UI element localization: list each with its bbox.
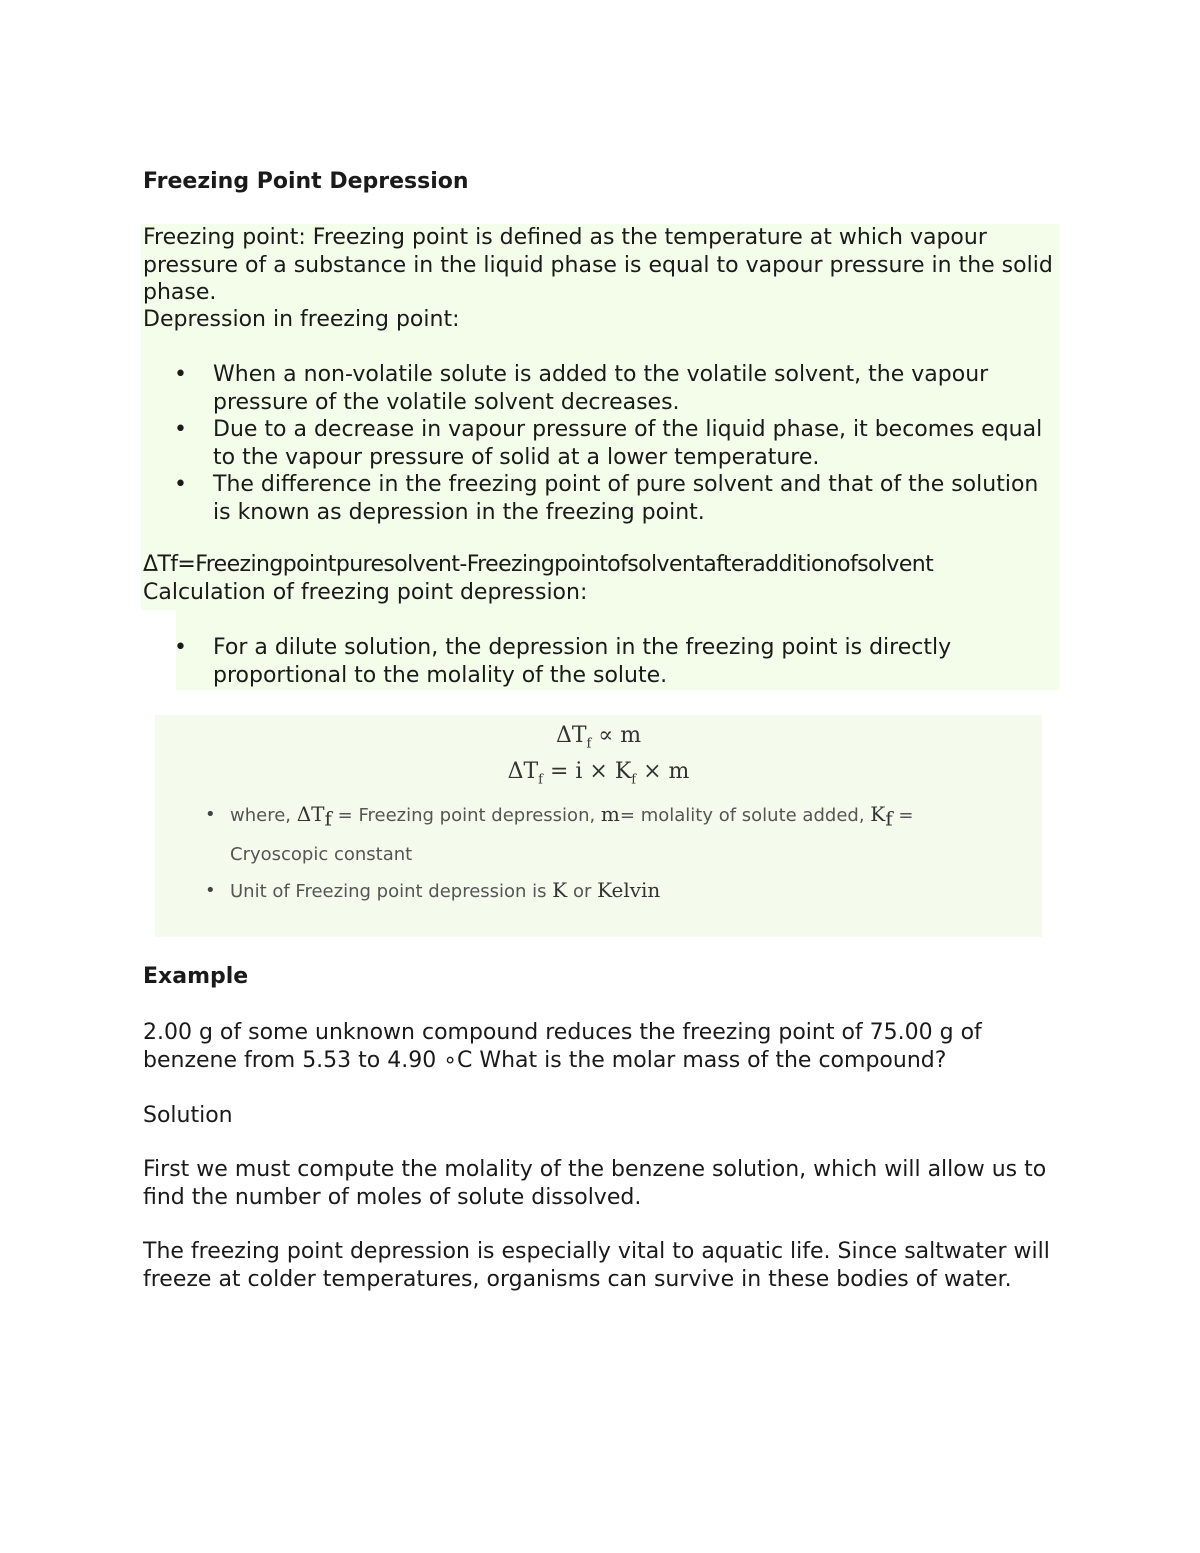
list-item: • For a dilute solution, the depression in the freezing point is directly proportional to the molality of the solute. xyxy=(143,634,1053,689)
calculation-bullet-list xyxy=(143,634,1053,689)
example-text: 2.00 g of some unknown compound reduces the freezing point of 75.00 g of benzene from 5.53 to 4.90 ∘C What is the molar mass of the compound? xyxy=(143,1020,982,1073)
solution-heading: Solution xyxy=(143,1103,233,1128)
delta-tf-formula: ΔTf=Freezingpointpuresolvent-Freezingpointofsolventafteradditionofsolvent xyxy=(143,552,934,577)
proportionality-equation: $\Delta T_f \propto m$ xyxy=(555,723,642,752)
freezing-point-definition: Freezing point: Freezing point is defined as the temperature at which vapour pressure of a substance in the liquid phase is equal to vapour pressure in the solid phase. xyxy=(143,225,1053,305)
document-title: Freezing Point Depression xyxy=(143,169,469,194)
depression-bullet-list xyxy=(143,361,1053,526)
calculation-heading: Calculation of freezing point depression: xyxy=(143,580,588,605)
list-item: • When a non-volatile solute is added to the volatile solvent, the vapour pressure of the volatile solvent decreases. xyxy=(143,361,1053,416)
list-item: • Unit of Freezing point depression is K or Kelvin xyxy=(203,873,1003,910)
formula-notes-list xyxy=(203,797,1003,909)
list-item: • The difference in the freezing point of pure solvent and that of the solution is known as depression in the freezing point. xyxy=(143,471,1053,526)
freezing-point-equation: $\Delta T_f = i \times K_f \times m$ xyxy=(507,759,690,788)
closing-text: The freezing point depression is especially vital to aquatic life. Since saltwater will freeze at colder temperatures, organisms can survive in these bodies of water. xyxy=(143,1239,1050,1292)
list-item: • Due to a decrease in vapour pressure of the liquid phase, it becomes equal to the vapour pressure of solid at a lower temperature. xyxy=(143,416,1053,471)
formula-image xyxy=(155,715,1042,937)
list-item: • where, $\Delta T_f$ = Freezing point depression, m= molality of solute added, $K_f$ = Cryoscopic constant xyxy=(203,797,1003,873)
solution-text: First we must compute the molality of the benzene solution, which will allow us to find the number of moles of solute dissolved. xyxy=(143,1157,1047,1210)
depression-heading: Depression in freezing point: xyxy=(143,307,460,332)
example-heading: Example xyxy=(143,964,249,989)
